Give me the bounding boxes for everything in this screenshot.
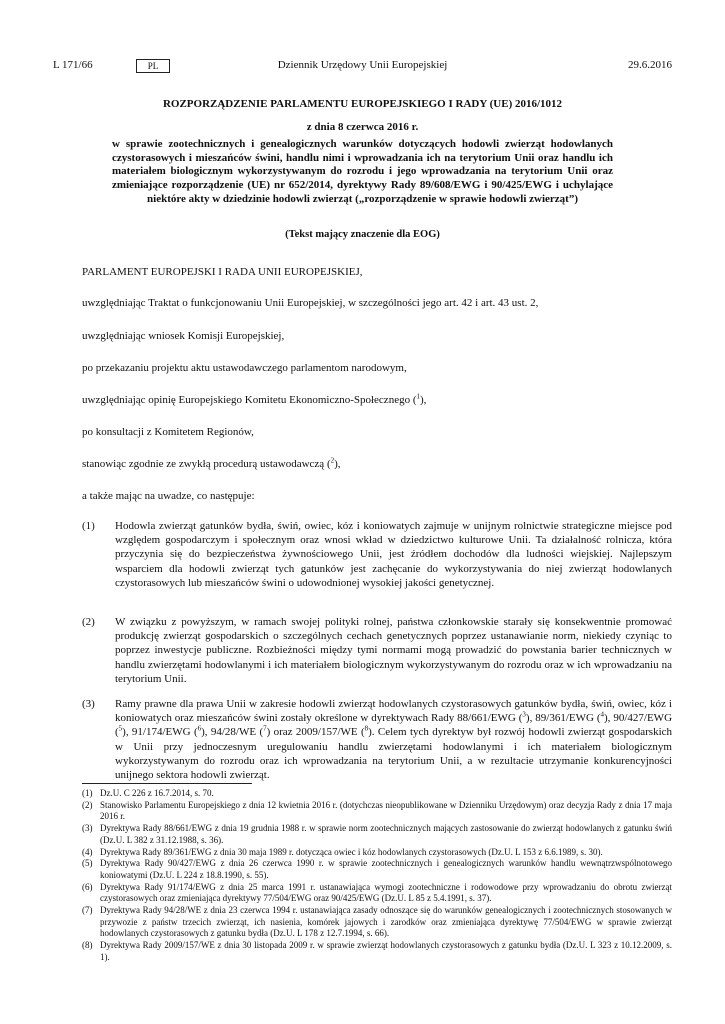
footnote-mark: (3)	[82, 823, 93, 834]
regulation-title: ROZPORZĄDZENIE PARLAMENTU EUROPEJSKIEGO I RADY (UE) 2016/1012	[162, 98, 563, 110]
recital	[82, 519, 672, 590]
footnote-text: Dz.U. C 226 z 16.7.2014, s. 70.	[100, 788, 214, 798]
footnote	[82, 788, 672, 800]
recital	[82, 615, 672, 686]
footnote-ref[interactable]: 4	[600, 710, 605, 719]
footnote-ref[interactable]: 7	[263, 724, 267, 733]
footnote	[82, 858, 672, 881]
footnote-ref[interactable]: 2	[330, 456, 335, 465]
footnotes	[82, 788, 672, 964]
page-header	[53, 59, 672, 75]
preamble-proposal: uwzględniając wniosek Komisji Europejskiej,	[82, 330, 285, 342]
footnote-text: Dyrektywa Rady 2009/157/WE z dnia 30 listopada 2009 r. w sprawie zwierząt hodowlanych czystorasowych z gatunku bydła (Dz.U. L 323 z 10.12.2009, s. 1).	[100, 940, 672, 962]
preamble-treaty: uwzględniając Traktat o funkcjonowaniu Unii Europejskiej, w szczególności jego art. 42 i art. 43 ust. 2,	[82, 297, 539, 309]
preamble-whereas: a także mając na uwadze, co następuje:	[82, 490, 255, 502]
recital-text: Ramy prawne dla prawa Unii w zakresie hodowli zwierząt hodowlanych czystorasowych gatunków bydła, świń, owiec, kóz i koniowatych oraz mieszańców świni zostały określone w dyrektywach Rady 88/661/EWG ($^3$), 89/361/EWG ($^4$), 90/427/EWG ($^5$), 91/174/EWG ($^6$), 94/28/WE ($^7$) oraz 2009/157/WE ($^8$). Celem tych dyrektyw był rozwój hodowli zwierząt gospodarskich w Unii przy jednoczesnym uregulowaniu handlu zwierzętami hodowlanymi i ich materiałem biologicznym wykorzystywanym do rozrodu oraz ich wprowadzania na terytorium Unii, a w rezultacie utrzymanie konkurencyjności unijnego sektora hodowli zwierząt.	[115, 698, 673, 782]
footnote-text: Dyrektywa Rady 91/174/EWG z dnia 25 marca 1991 r. ustanawiająca wymogi zootechniczne i rodowodowe przy wprowadzaniu do obrotu zwierząt czystorasowych oraz zmieniająca dyrektywy 77/504/EWG oraz 90/425/EWG (Dz.U. L 85 z 5.4.1991, s. 37).	[100, 881, 672, 904]
recital-number: (2)	[82, 616, 95, 628]
footnote-ref[interactable]: 6	[197, 724, 202, 733]
preamble-eesc: uwzględniając opinię Europejskiego Komitetu Ekonomiczno-Społecznego ($^1$),	[82, 392, 427, 406]
footnote	[82, 823, 672, 846]
footnote-mark: (5)	[82, 858, 93, 869]
footnote-mark: (4)	[82, 846, 93, 857]
eea-relevance: (Tekst mający znaczenie dla EOG)	[285, 229, 440, 240]
footnote-ref[interactable]: 5	[118, 724, 123, 733]
footnote	[82, 847, 672, 859]
recital-text: Hodowla zwierząt gatunków bydła, świń, owiec, kóz i koniowatych zajmuje w unijnym rolnictwie strategiczne miejsce pod względem gospodarczym i społecznym oraz wnosi wkład w dziedzictwo kulturowe Unii. Ta działalność rolnicza, która przyczynia się do bezpieczeństwa żywnościowego Unii, jest źródłem dochodów dla ludności wiejskiej. Najlepszym wsparciem dla hodowli zwierząt tych gatunków jest zachęcanie do wykorzystywania do niej zwierząt hodowlanych czystorasowych lub mieszańców świni o udowodnionej wysokiej jakości genetycznej.	[115, 520, 672, 589]
preamble-national-parliaments: po przekazaniu projektu aktu ustawodawczego parlamentom narodowym,	[82, 362, 407, 374]
footnote-text: Dyrektywa Rady 89/361/EWG z dnia 30 maja 1989 r. dotycząca owiec i kóz hodowlanych czystorasowych (Dz.U. L 153 z 6.6.1989, s. 30).	[100, 846, 603, 857]
footnote	[82, 882, 672, 905]
preamble-regions: po konsultacji z Komitetem Regionów,	[82, 426, 254, 438]
footnote-text: Dyrektywa Rady 88/661/EWG z dnia 19 grudnia 1988 r. w sprawie norm zootechnicznych mających zastosowanie do zwierząt hodowlanych z gatunku świń (Dz.U. L 382 z 31.12.1988, s. 36).	[100, 823, 672, 845]
recital-number: (1)	[82, 520, 95, 532]
language-box: PL	[136, 59, 170, 73]
preamble-procedure: stanowiąc zgodnie ze zwykłą procedurą ustawodawczą ($^2$),	[82, 456, 341, 470]
footnote-mark: (8)	[82, 940, 93, 951]
footnote	[82, 905, 672, 940]
page-ref: L 171/66	[53, 59, 93, 71]
recital-text: W związku z powyższym, w ramach swojej polityki rolnej, państwa członkowskie starały się konsekwentnie promować produkcję zwierząt gospodarskich o szczególnych cechach genetycznych poprzez ustanawianie norm, niekiedy czyniąc to poprzez inwestycje publiczne. Rozbieżności między tymi normami mogą prowadzić do powstania barier technicznych w handlu zwierzętami hodowlanymi i ich materiałem biologicznym wykorzystywanym do rozrodu oraz w ich wprowadzaniu na terytorium Unii.	[115, 616, 672, 685]
footnote	[82, 940, 672, 963]
footnote-ref[interactable]: 1	[416, 392, 420, 401]
footnote-text: Dyrektywa Rady 94/28/WE z dnia 23 czerwca 1994 r. ustanawiająca zasady odnoszące się do warunków genealogicznych i zootechnicznych stosowanych w przywozie z państw trzecich zwierząt, ich nasienia, komórek jajowych i zarodków oraz zmieniająca dyrektywę 77/504/EWG w sprawie zwierząt hodowlanych czystorasowych z gatunku bydła (Dz.U. L 178 z 12.7.1994, s. 66).	[100, 905, 672, 939]
journal-name: Dziennik Urzędowy Unii Europejskiej	[277, 59, 448, 71]
footnote-separator	[82, 783, 252, 784]
footnote-ref[interactable]: 3	[522, 710, 526, 719]
footnote-text: Stanowisko Parlamentu Europejskiego z dnia 12 kwietnia 2016 r. (dotychczas nieopublikowane w Dzienniku Urzędowym) oraz decyzja Rady z dnia 17 maja 2016 r.	[100, 799, 672, 822]
footnote-ref[interactable]: 8	[364, 724, 369, 733]
preamble-institutions: PARLAMENT EUROPEJSKI I RADA UNII EUROPEJSKIEJ,	[82, 266, 363, 278]
footnote-mark: (2)	[82, 799, 93, 810]
regulation-date: z dnia 8 czerwca 2016 r.	[306, 121, 419, 133]
publication-date: 29.6.2016	[628, 59, 672, 71]
footnote-text: Dyrektywa Rady 90/427/EWG z dnia 26 czerwca 1990 r. w sprawie zootechnicznych i genealogicznych warunków handlu wewnątrzwspólnotowego koniowatymi (Dz.U. L 224 z 18.8.1990, s. 55).	[100, 858, 672, 880]
footnote-mark: (6)	[82, 881, 93, 892]
footnote-mark: (1)	[82, 788, 93, 798]
footnote	[82, 800, 672, 823]
footnote-mark: (7)	[82, 905, 93, 916]
recital-number: (3)	[82, 698, 95, 710]
regulation-subject: w sprawie zootechnicznych i genealogicznych warunków dotyczących hodowli zwierząt hodowlanych czystorasowych i mieszańców świni, handlu nimi i wprowadzania ich na terytorium Unii oraz handlu ich materiałem biologicznym wykorzystywanym do rozrodu i jego wprowadzania na terytorium Unii oraz zmieniające rozporządzenie (UE) nr 652/2014, dyrektywy Rady 89/608/EWG i 90/425/EWG i uchylające niektóre akty w dziedzinie hodowli zwierząt („rozporządzenie w sprawie hodowli zwierząt”)	[112, 138, 613, 205]
recital	[82, 697, 672, 782]
